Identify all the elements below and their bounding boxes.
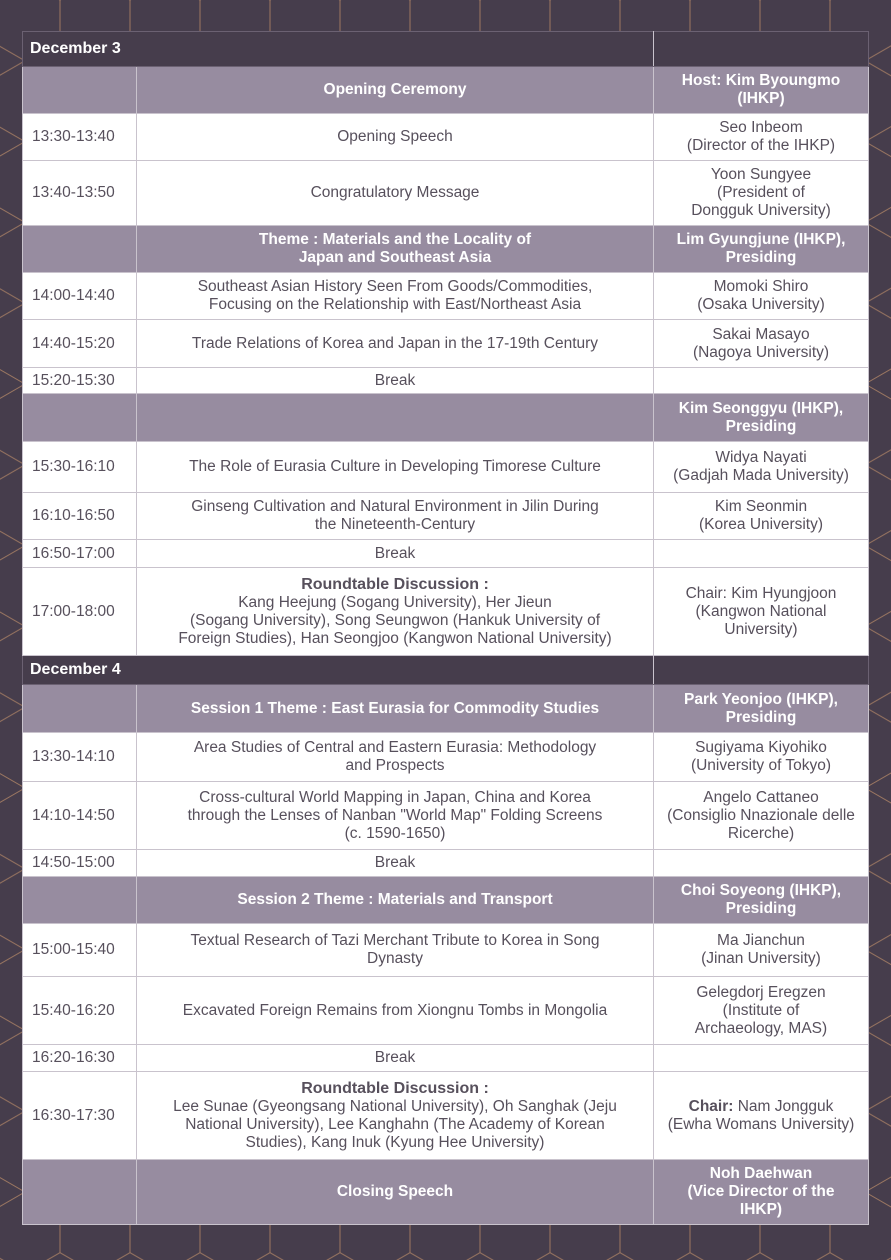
time-slot: 15:30-16:10 — [23, 442, 137, 493]
time-slot: 13:30-13:40 — [23, 114, 137, 161]
date-row — [23, 656, 869, 685]
break-row — [23, 1045, 869, 1072]
session-header-row — [23, 226, 869, 273]
speaker: Chair: Kim Hyungjoon (Kangwon National University) — [654, 568, 869, 656]
session-header-row — [23, 67, 869, 114]
program-schedule-table — [22, 31, 869, 1225]
session-title: Session 2 Theme : Materials and Transport — [137, 877, 654, 924]
table-row — [23, 114, 869, 161]
presentation-title: Opening Speech — [137, 114, 654, 161]
session-header-row — [23, 685, 869, 733]
date-row — [23, 32, 869, 67]
session-presider: Noh Daehwan (Vice Director of the IHKP) — [654, 1160, 869, 1225]
roundtable-cell — [137, 568, 654, 656]
time-slot: 14:00-14:40 — [23, 273, 137, 320]
speaker: Sakai Masayo (Nagoya University) — [654, 320, 869, 368]
presentation-title: The Role of Eurasia Culture in Developing Timorese Culture — [137, 442, 654, 493]
speaker — [654, 1072, 869, 1160]
time-slot: 14:50-15:00 — [23, 850, 137, 877]
presentation-title: Congratulatory Message — [137, 161, 654, 226]
table-row — [23, 924, 869, 977]
session-header-row — [23, 394, 869, 442]
speaker: Ma Jianchun (Jinan University) — [654, 924, 869, 977]
table-row — [23, 733, 869, 782]
time-slot: 15:20-15:30 — [23, 368, 137, 394]
session-title: Closing Speech — [137, 1160, 654, 1225]
session-header-row — [23, 1160, 869, 1225]
presentation-title: Cross-cultural World Mapping in Japan, China and Korea through the Lenses of Nanban "World Map" Folding Screens (c. 1590-1650) — [137, 782, 654, 850]
speaker: Seo Inbeom (Director of the IHKP) — [654, 114, 869, 161]
session-title: Theme : Materials and the Locality of Japan and Southeast Asia — [137, 226, 654, 273]
speaker: Angelo Cattaneo (Consiglio Nnazionale delle Ricerche) — [654, 782, 869, 850]
time-slot: 13:30-14:10 — [23, 733, 137, 782]
speaker: Sugiyama Kiyohiko (University of Tokyo) — [654, 733, 869, 782]
break-label: Break — [137, 850, 654, 877]
time-slot: 16:50-17:00 — [23, 540, 137, 568]
table-row — [23, 493, 869, 540]
break-label: Break — [137, 368, 654, 394]
table-row — [23, 320, 869, 368]
speaker: Kim Seonmin (Korea University) — [654, 493, 869, 540]
time-slot: 14:40-15:20 — [23, 320, 137, 368]
time-slot: 15:40-16:20 — [23, 977, 137, 1045]
speaker: Widya Nayati (Gadjah Mada University) — [654, 442, 869, 493]
roundtable-heading: Roundtable Discussion : — [301, 575, 489, 593]
session-presider: Kim Seonggyu (IHKP), Presiding — [654, 394, 869, 442]
table-row — [23, 442, 869, 493]
time-slot: 13:40-13:50 — [23, 161, 137, 226]
time-slot: 17:00-18:00 — [23, 568, 137, 656]
roundtable-participants: Kang Heejung (Sogang University), Her Jieun (Sogang University), Song Seungwon (Hankuk University of Foreign Studies), Han Seongjoo (Kangwon National University) — [178, 593, 612, 647]
presentation-title: Trade Relations of Korea and Japan in the 17-19th Century — [137, 320, 654, 368]
roundtable-row — [23, 1072, 869, 1160]
chair-name: Nam Jongguk (Ewha Womans University) — [667, 1097, 855, 1133]
session-title: Opening Ceremony — [137, 67, 654, 114]
speaker: Momoki Shiro (Osaka University) — [654, 273, 869, 320]
session-header-row — [23, 877, 869, 924]
date-label: December 3 — [23, 32, 654, 67]
chair-label: Chair: — [688, 1097, 734, 1115]
date-label: December 4 — [23, 656, 654, 685]
roundtable-row — [23, 568, 869, 656]
table-row — [23, 161, 869, 226]
time-slot: 15:00-15:40 — [23, 924, 137, 977]
table-row — [23, 782, 869, 850]
time-slot: 14:10-14:50 — [23, 782, 137, 850]
presentation-title: Southeast Asian History Seen From Goods/Commodities, Focusing on the Relationship with East/Northeast Asia — [137, 273, 654, 320]
presentation-title: Textual Research of Tazi Merchant Tribute to Korea in Song Dynasty — [137, 924, 654, 977]
presentation-title: Area Studies of Central and Eastern Eurasia: Methodology and Prospects — [137, 733, 654, 782]
roundtable-heading: Roundtable Discussion : — [301, 1079, 489, 1097]
time-slot: 16:30-17:30 — [23, 1072, 137, 1160]
session-presider: Host: Kim Byoungmo (IHKP) — [654, 67, 869, 114]
roundtable-cell — [137, 1072, 654, 1160]
session-presider: Choi Soyeong (IHKP), Presiding — [654, 877, 869, 924]
time-slot: 16:20-16:30 — [23, 1045, 137, 1072]
break-label: Break — [137, 1045, 654, 1072]
table-row — [23, 977, 869, 1045]
speaker: Yoon Sungyee (President of Dongguk University) — [654, 161, 869, 226]
break-row — [23, 850, 869, 877]
session-presider: Lim Gyungjune (IHKP), Presiding — [654, 226, 869, 273]
presentation-title: Excavated Foreign Remains from Xiongnu Tombs in Mongolia — [137, 977, 654, 1045]
break-label: Break — [137, 540, 654, 568]
roundtable-participants: Lee Sunae (Gyeongsang National University), Oh Sanghak (Jeju National University), Lee Kanghahn (The Academy of Korean Studies), Kang Inuk (Kyung Hee University) — [173, 1097, 617, 1151]
session-presider: Park Yeonjoo (IHKP), Presiding — [654, 685, 869, 733]
time-slot: 16:10-16:50 — [23, 493, 137, 540]
table-row — [23, 273, 869, 320]
speaker: Gelegdorj Eregzen (Institute of Archaeology, MAS) — [654, 977, 869, 1045]
presentation-title: Ginseng Cultivation and Natural Environment in Jilin During the Nineteenth-Century — [137, 493, 654, 540]
break-row — [23, 540, 869, 568]
session-title: Session 1 Theme : East Eurasia for Commodity Studies — [137, 685, 654, 733]
break-row — [23, 368, 869, 394]
